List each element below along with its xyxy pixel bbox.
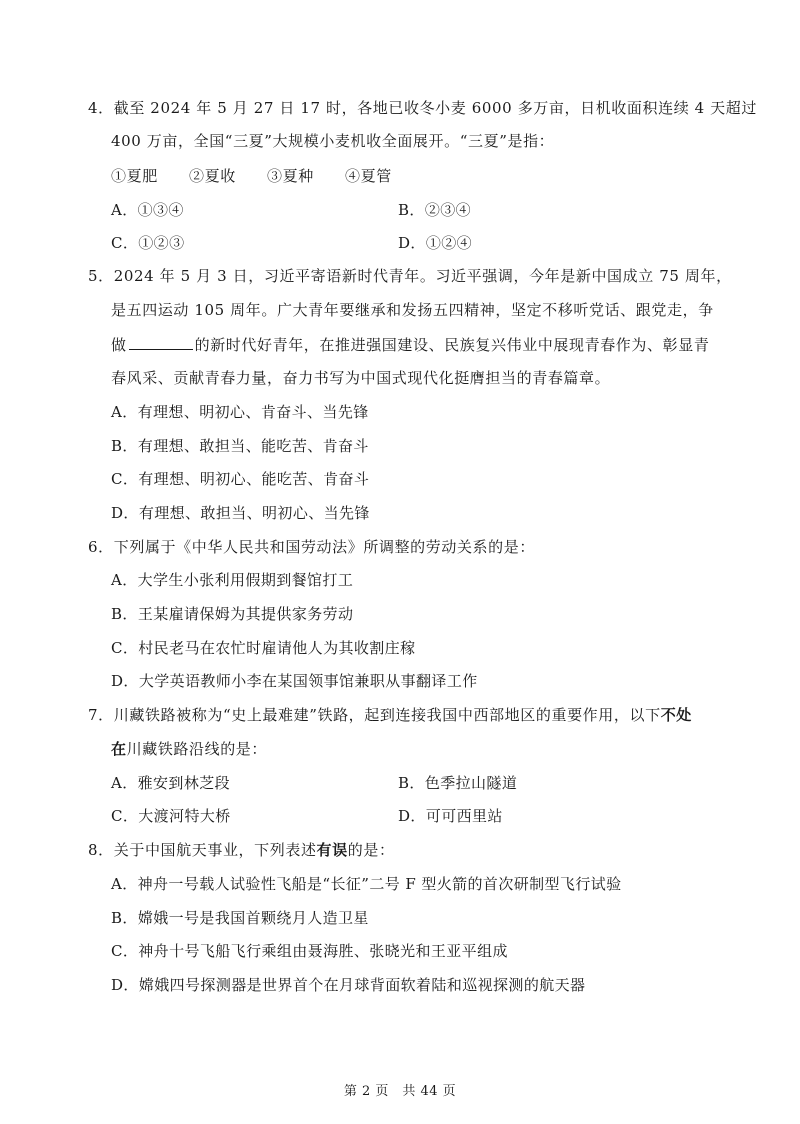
question-5-line-1: 5．2024 年 5 月 3 日，习近平寄语新时代青年。习近平强调，今年是新中国成立 75 周年， <box>88 267 732 285</box>
question-4-option-b: B．②③④ <box>398 201 472 219</box>
question-7-line-2-text: 川藏铁路沿线的是： <box>126 740 268 758</box>
question-8-line-1-pre: 8．关于中国航天事业，下列表述 <box>88 841 317 859</box>
question-8-emphasis: 有误 <box>316 841 348 859</box>
question-7-option-c: C．大渡河特大桥 <box>111 807 231 825</box>
question-5-line-4: 春风采、贡献青春力量，奋力书写为中国式现代化挺膺担当的青春篇章。 <box>111 369 611 387</box>
question-5-option-a: A．有理想、明初心、肯奋斗、当先锋 <box>111 403 369 421</box>
question-4-option-d: D．①②④ <box>398 234 473 252</box>
page-footer: 第 2 页 共 44 页 <box>343 1084 457 1099</box>
question-4-option-c: C．①②③ <box>111 234 185 252</box>
question-7-emphasis-2: 在 <box>111 740 127 758</box>
question-6-option-d: D．大学英语教师小李在某国领事馆兼职从事翻译工作 <box>111 672 478 690</box>
question-7-line-2 <box>111 739 267 759</box>
question-5-option-c: C．有理想、明初心、能吃苦、肯奋斗 <box>111 470 370 488</box>
question-6-option-b: B．王某雇请保姆为其提供家务劳动 <box>111 605 354 623</box>
question-5-option-d: D．有理想、敢担当、明初心、当先锋 <box>111 504 370 522</box>
question-4-items: ①夏肥 ②夏收 ③夏种 ④夏管 <box>111 167 392 185</box>
question-5-line-3-post: 的新时代好青年，在推进强国建设、民族复兴伟业中展现青春作为、彰显青 <box>194 336 710 354</box>
question-8-option-c: C．神舟十号飞船飞行乘组由聂海胜、张晓光和王亚平组成 <box>111 942 508 960</box>
question-5-line-2: 是五四运动 105 周年。广大青年要继承和发扬五四精神，坚定不移听党话、跟党走，争 <box>111 301 714 319</box>
question-5-option-b: B．有理想、敢担当、能吃苦、肯奋斗 <box>111 437 369 455</box>
question-6-option-c: C．村民老马在农忙时雇请他人为其收割庄稼 <box>111 639 416 657</box>
question-7-option-b: B．色季拉山隧道 <box>398 774 518 792</box>
question-4-line-2: 400 万亩，全国“三夏”大规模小麦机收全面展开。“三夏”是指： <box>111 132 555 150</box>
question-7-line-1-text: 7．川藏铁路被称为“史上最难建”铁路，起到连接我国中西部地区的重要作用，以下 <box>88 706 661 724</box>
question-4-line-1: 4．截至 2024 年 5 月 27 日 17 时，各地已收冬小麦 6000 多万亩，日机收面积连续 4 天超过 <box>88 99 757 117</box>
question-7-option-a: A．雅安到林芝段 <box>111 774 231 792</box>
question-8-option-b: B．嫦娥一号是我国首颗绕月人造卫星 <box>111 909 369 927</box>
question-7-emphasis-1: 不处 <box>660 706 692 724</box>
question-6-option-a: A．大学生小张利用假期到餐馆打工 <box>111 571 354 589</box>
question-5-line-3-pre: 做 <box>111 336 127 354</box>
question-8-line-1-post: 的是： <box>347 841 395 859</box>
question-8-line-1 <box>88 840 395 860</box>
answer-blank <box>129 334 193 350</box>
question-5-line-3 <box>111 334 709 355</box>
question-6-line-1: 6．下列属于《中华人民共和国劳动法》所调整的劳动关系的是： <box>88 538 535 556</box>
question-7-option-d: D．可可西里站 <box>398 807 503 825</box>
question-8-option-a: A．神舟一号载人试验性飞船是“长征”二号 F 型火箭的首次研制型飞行试验 <box>111 875 622 893</box>
question-4-option-a: A．①③④ <box>111 201 184 219</box>
question-7-line-1 <box>88 705 692 725</box>
question-8-option-d: D．嫦娥四号探测器是世界首个在月球背面软着陆和巡视探测的航天器 <box>111 976 586 994</box>
